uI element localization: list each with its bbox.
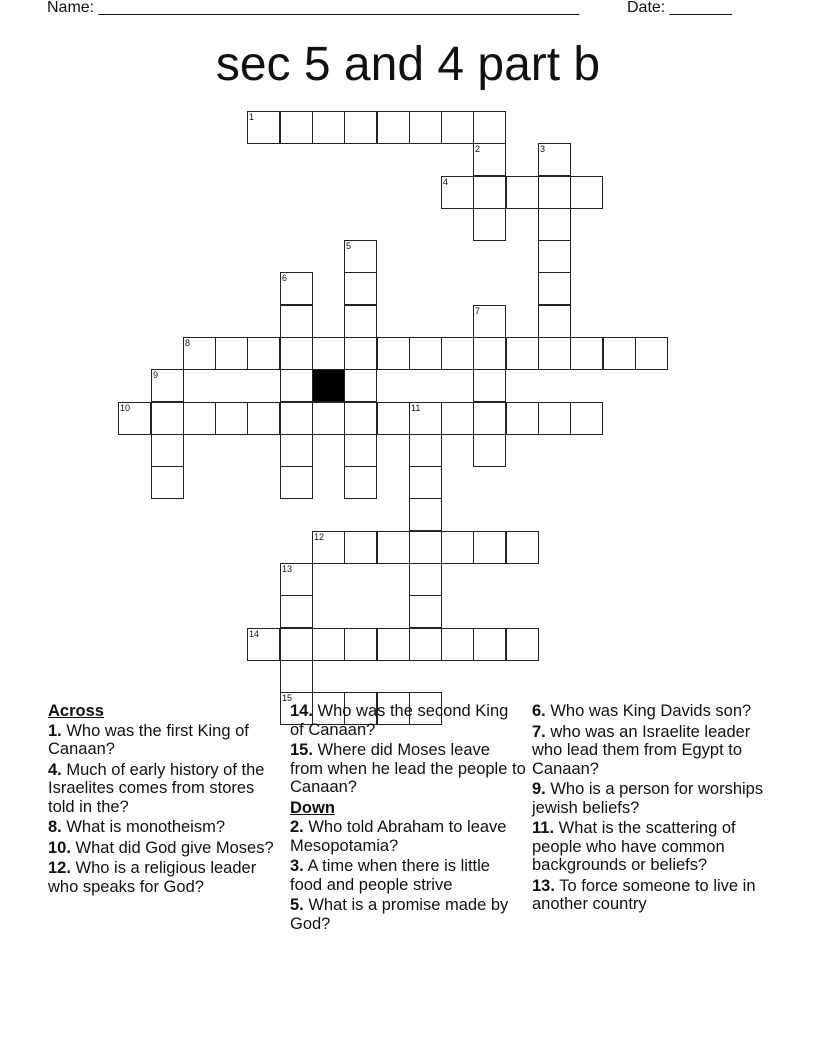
down-clue-5: 5. What is a promise made by God? <box>290 896 509 933</box>
grid-cell[interactable] <box>247 402 280 435</box>
across-clue-15: 15. Where did Moses leave from when he lead the people to Canaan? <box>290 741 526 796</box>
grid-cell[interactable] <box>377 628 410 661</box>
across-clue-14: 14. Who was the second King of Canaan? <box>290 702 509 739</box>
grid-cell[interactable] <box>473 111 506 144</box>
grid-cell[interactable] <box>215 337 248 370</box>
grid-cell[interactable] <box>441 531 474 564</box>
grid-cell[interactable] <box>473 337 506 370</box>
grid-cell[interactable] <box>151 434 184 467</box>
clue-column-2 <box>290 702 526 935</box>
grid-cell[interactable] <box>538 402 571 435</box>
clue-number-5: 5 <box>346 241 352 251</box>
grid-cell[interactable] <box>473 434 506 467</box>
grid-cell[interactable] <box>280 305 313 338</box>
grid-cell[interactable] <box>538 337 571 370</box>
grid-cell[interactable] <box>409 595 442 628</box>
grid-cell[interactable] <box>570 337 603 370</box>
clue-number-7: 7 <box>475 306 481 316</box>
grid-cell[interactable] <box>280 628 313 661</box>
grid-cell[interactable] <box>280 595 313 628</box>
down-clue-3: 3. A time when there is little food and people strive <box>290 857 490 894</box>
clue-number-11: 11 <box>411 403 421 413</box>
across-clue-12: 12. Who is a religious leader who speaks for God? <box>48 859 257 896</box>
grid-cell[interactable] <box>183 402 216 435</box>
grid-cell[interactable] <box>441 111 474 144</box>
across-clue-1: 1. Who was the first King of Canaan? <box>48 721 249 758</box>
grid-cell[interactable] <box>570 402 603 435</box>
grid-cell[interactable] <box>635 337 668 370</box>
grid-cell[interactable] <box>506 176 539 209</box>
grid-cell[interactable] <box>377 337 410 370</box>
grid-cell[interactable] <box>344 402 377 435</box>
down-clue-11: 11. What is the scattering of people who have common backgrounds or beliefs? <box>532 819 736 874</box>
grid-cell[interactable] <box>409 337 442 370</box>
grid-cell[interactable] <box>409 628 442 661</box>
clue-number-6: 6 <box>282 273 288 283</box>
grid-cell[interactable] <box>151 466 184 499</box>
clue-column-3 <box>532 702 768 916</box>
across-clue-8: 8. What is monotheism? <box>48 818 226 836</box>
grid-cell[interactable] <box>344 305 377 338</box>
grid-cell[interactable] <box>280 466 313 499</box>
grid-cell[interactable] <box>409 466 442 499</box>
grid-cell[interactable] <box>473 176 506 209</box>
clue-column-1 <box>48 702 284 898</box>
grid-cell[interactable] <box>280 337 313 370</box>
grid-cell[interactable] <box>409 531 442 564</box>
grid-cell[interactable] <box>344 272 377 305</box>
grid-cell[interactable] <box>473 628 506 661</box>
clue-number-14: 14 <box>249 629 260 639</box>
grid-cell[interactable] <box>538 305 571 338</box>
grid-cell[interactable] <box>473 402 506 435</box>
grid-cell[interactable] <box>506 628 539 661</box>
black-square <box>312 369 345 402</box>
clue-number-2: 2 <box>475 144 481 154</box>
grid-cell[interactable] <box>280 660 313 693</box>
grid-cell[interactable] <box>344 466 377 499</box>
grid-cell[interactable] <box>280 434 313 467</box>
grid-cell[interactable] <box>280 402 313 435</box>
down-heading: Down <box>290 798 335 817</box>
clue-number-8: 8 <box>185 338 191 348</box>
grid-cell[interactable] <box>570 176 603 209</box>
grid-cell[interactable] <box>409 498 442 531</box>
name-field-label: Name: ______________________________________________________ <box>47 0 580 16</box>
grid-cell[interactable] <box>312 402 345 435</box>
grid-cell[interactable] <box>344 531 377 564</box>
grid-cell[interactable] <box>506 531 539 564</box>
grid-cell[interactable] <box>506 402 539 435</box>
across-heading: Across <box>48 702 104 720</box>
down-clue-7: 7. who was an Israelite leader who lead them from Egypt to Canaan? <box>532 722 751 778</box>
grid-cell[interactable] <box>538 272 571 305</box>
grid-cell[interactable] <box>280 369 313 402</box>
grid-cell[interactable] <box>441 628 474 661</box>
clue-number-15: 15 <box>282 693 293 703</box>
across-clue-4: 4. Much of early history of the Israelites comes from stores told in the? <box>48 760 265 816</box>
grid-cell[interactable] <box>538 176 571 209</box>
page-title: sec 5 and 4 part b <box>215 38 601 91</box>
grid-cell[interactable] <box>377 531 410 564</box>
grid-cell[interactable] <box>377 402 410 435</box>
grid-cell[interactable] <box>441 402 474 435</box>
down-clue-13: 13. To force someone to live in another country <box>532 876 756 913</box>
clue-number-13: 13 <box>282 564 293 574</box>
grid-cell[interactable] <box>473 208 506 241</box>
grid-cell[interactable] <box>344 369 377 402</box>
grid-cell[interactable] <box>215 402 248 435</box>
down-clue-9: 9. Who is a person for worships jewish beliefs? <box>532 780 764 817</box>
date-field-label: Date: _______ <box>627 0 732 16</box>
grid-cell[interactable] <box>377 111 410 144</box>
grid-cell[interactable] <box>280 111 313 144</box>
grid-cell[interactable] <box>409 434 442 467</box>
grid-cell[interactable] <box>441 337 474 370</box>
grid-cell[interactable] <box>409 111 442 144</box>
across-clue-10: 10. What did God give Moses? <box>48 838 274 857</box>
down-clue-6: 6. Who was King Davids son? <box>532 702 752 720</box>
clue-number-4: 4 <box>443 177 449 187</box>
grid-cell[interactable] <box>538 208 571 241</box>
grid-cell[interactable] <box>312 111 345 144</box>
clue-number-12: 12 <box>314 532 325 542</box>
clue-number-9: 9 <box>153 370 159 380</box>
grid-cell[interactable] <box>603 337 636 370</box>
grid-cell[interactable] <box>312 628 345 661</box>
grid-cell[interactable] <box>344 111 377 144</box>
grid-cell[interactable] <box>247 337 280 370</box>
clue-number-10: 10 <box>120 403 131 413</box>
grid-cell[interactable] <box>344 337 377 370</box>
grid-cell[interactable] <box>151 402 184 435</box>
grid-cell[interactable] <box>506 337 539 370</box>
clue-number-1: 1 <box>249 112 255 122</box>
grid-cell[interactable] <box>409 563 442 596</box>
grid-cell[interactable] <box>473 531 506 564</box>
grid-cell[interactable] <box>473 369 506 402</box>
grid-cell[interactable] <box>344 434 377 467</box>
grid-cell[interactable] <box>538 240 571 273</box>
down-clue-2: 2. Who told Abraham to leave Mesopotamia? <box>290 818 507 855</box>
grid-cell[interactable] <box>312 337 345 370</box>
clue-number-3: 3 <box>540 144 546 154</box>
grid-cell[interactable] <box>344 628 377 661</box>
